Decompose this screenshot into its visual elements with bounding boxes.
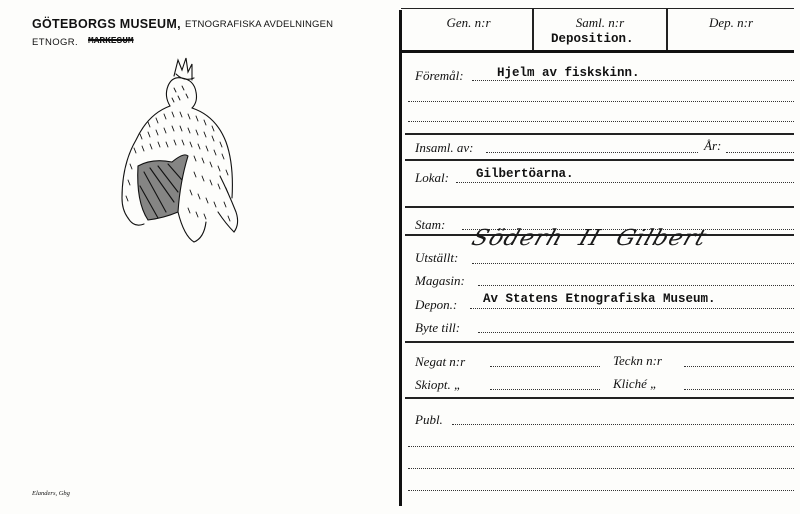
kliche-label: Kliché „ [613, 376, 658, 391]
dotted-line [408, 121, 794, 122]
dotted-line [684, 366, 794, 367]
section-rule [405, 133, 794, 135]
insaml-label: Insaml. av: [415, 140, 474, 155]
ar-label: År: [704, 138, 722, 153]
center-divider [399, 10, 402, 506]
skiopt-label: Skiopt. „ [415, 377, 462, 392]
foremal-label: Föremål: [415, 68, 464, 83]
dotted-line [456, 182, 794, 183]
dotted-line [490, 366, 600, 367]
dotted-line [472, 80, 794, 81]
dotted-line [472, 263, 794, 264]
utstallt-handwritten: Söderh II Gilbert [468, 226, 711, 251]
negat-label: Negat n:r [415, 354, 466, 369]
magasin-label: Magasin: [415, 273, 465, 288]
table-bottom-border [401, 50, 794, 53]
dep-nr-label: Dep. n:r [708, 15, 754, 30]
etnogr-label: ETNOGR. [32, 37, 79, 48]
dotted-line [486, 152, 698, 153]
dotted-line [478, 285, 794, 286]
dotted-line [408, 468, 794, 469]
publ-label: Publ. [415, 412, 443, 427]
teckn-label: Teckn n:r [613, 353, 662, 368]
helmet-sketch [108, 52, 248, 248]
struck-out-stamp: MARKESUM [88, 35, 134, 46]
saml-nr-value: Deposition. [551, 32, 634, 46]
foremal-value: Hjelm av fiskskinn. [497, 66, 640, 80]
dotted-line [408, 101, 794, 102]
utstallt-label: Utställt: [415, 250, 459, 265]
section-rule [405, 159, 794, 161]
printer-imprint: Elanders, Gbg [32, 490, 70, 497]
depon-value: Av Statens Etnografiska Museum. [483, 292, 716, 306]
section-rule [405, 397, 794, 399]
department-name: ETNOGRAFISKA AVDELNINGEN [185, 19, 334, 30]
byte-label: Byte till: [415, 320, 461, 335]
dotted-line [408, 446, 794, 447]
dotted-line [684, 389, 794, 390]
dotted-line [490, 389, 600, 390]
museum-name: GÖTEBORGS MUSEUM, [32, 17, 181, 31]
gen-nr-label: Gen. n:r [446, 15, 491, 30]
section-rule [405, 341, 794, 343]
lokal-value: Gilbertöarna. [476, 167, 574, 181]
depon-label: Depon.: [415, 297, 458, 312]
dotted-line [470, 308, 794, 309]
table-top-border [401, 8, 794, 9]
dotted-line [478, 332, 794, 333]
dotted-line [726, 152, 794, 153]
lokal-label: Lokal: [415, 170, 449, 185]
dotted-line [408, 490, 794, 491]
saml-nr-label: Saml. n:r [575, 15, 625, 30]
section-rule [405, 206, 794, 208]
dotted-line [452, 424, 794, 425]
stam-label: Stam: [415, 217, 446, 232]
